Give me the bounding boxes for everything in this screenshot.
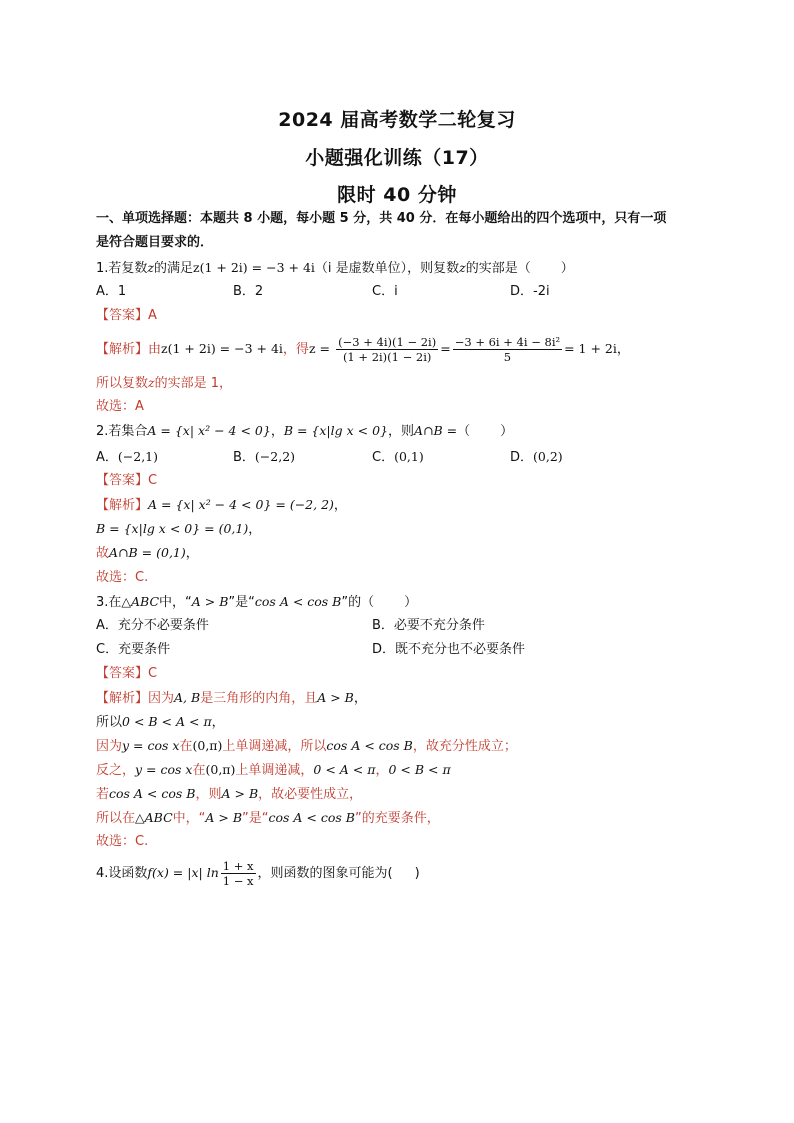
answer-value: A: [148, 308, 157, 323]
q2-option-d: [510, 448, 563, 467]
q3-condition-1: A > B: [191, 594, 229, 609]
q1-var-z: z: [459, 260, 466, 275]
q1-answer: [96, 307, 157, 325]
solution-math: cos A < cos B: [326, 738, 413, 753]
q3-option-b: B．必要不充分条件: [372, 618, 485, 633]
q1-stem-text: 1.若复数: [96, 261, 148, 276]
solution-math: = 1 + 2i: [564, 341, 617, 356]
solution-math: 0 < B < A < π: [122, 714, 212, 729]
option-label: B．: [233, 450, 255, 465]
solution-text: ，得: [282, 342, 309, 357]
q2-stem-text: ，: [270, 424, 284, 439]
q2-stem-text: ）: [500, 424, 514, 439]
q3-stem-text: 3.在: [96, 595, 122, 610]
q1-equation: z(1 + 2i) = −3 + 4i: [193, 260, 315, 275]
q4-stem-text: ): [414, 866, 420, 881]
q3-solution-line5: [96, 785, 362, 804]
solution-text: ，: [333, 498, 347, 513]
solution-fraction-1: [336, 335, 438, 364]
solution-text: 由: [148, 342, 162, 357]
solution-tag: 【解析】: [96, 691, 149, 706]
solution-text: ，: [375, 763, 389, 778]
q1-stem-text: 的实部是（: [465, 261, 531, 276]
q3-option-a: A．充分不必要条件: [96, 618, 209, 633]
q3-stem-text: 中，“: [159, 595, 192, 610]
solution-text: ，: [185, 546, 199, 561]
solution-text: 因为: [96, 739, 123, 754]
solution-text: 故: [96, 546, 110, 561]
solution-math: (0,π): [192, 738, 223, 753]
solution-text: ，: [248, 522, 262, 537]
solution-text: ，故充分性成立；: [412, 739, 517, 754]
q1-stem-text: ）: [560, 261, 574, 276]
solution-text: 的实部是 1，: [154, 376, 233, 391]
q2-set-a: A = {x| x² − 4 < 0}: [147, 423, 271, 438]
solution-math: △ABC: [135, 810, 173, 825]
solution-text: 在: [179, 739, 193, 754]
q3-solution-line3: [96, 737, 517, 756]
fraction-numerator: −3 + 6i + 4i − 8i²: [454, 335, 561, 349]
option-value: (−2,2): [254, 449, 296, 464]
doc-time-limit: 限时 40 分钟: [337, 184, 457, 206]
solution-math: =: [440, 341, 451, 356]
q3-solution-line2: [96, 713, 225, 732]
q1-var-z: z: [147, 260, 154, 275]
q4-function: f(x) = |x| ln: [147, 865, 219, 880]
q4-fraction: [221, 859, 256, 888]
q1-option-b: B．2: [233, 284, 264, 299]
q3-solution-line1: [96, 689, 367, 708]
answer-value: C: [148, 473, 158, 488]
solution-text: ，: [353, 691, 367, 706]
solution-math: A = {x| x² − 4 < 0} = (−2, 2): [148, 497, 334, 512]
q3-triangle: △ABC: [121, 594, 160, 609]
q3-stem-text: ”是“: [228, 595, 255, 610]
doc-title: 2024 届高考数学二轮复习: [278, 109, 516, 131]
solution-math: (0,π): [205, 762, 236, 777]
solution-text: ，则: [195, 787, 222, 802]
option-label: C．: [372, 450, 395, 465]
fraction-denominator: 1 − x: [222, 874, 254, 888]
option-value: (0,1): [394, 449, 424, 464]
q1-option-d: D．-2i: [510, 284, 550, 299]
fraction-denominator: 5: [503, 350, 512, 364]
doc-subtitle: 小题强化训练（17）: [305, 147, 489, 169]
q3-option-d: D．既不充分也不必要条件: [372, 642, 526, 657]
q1-stem: [96, 259, 574, 278]
q4-stem: [96, 856, 420, 891]
solution-text: 所以在: [96, 811, 136, 826]
solution-math: z(1 + 2i) = −3 + 4i: [161, 341, 283, 356]
q3-option-c: C．充要条件: [96, 642, 171, 657]
section-instruction-line2: 是符合题目要求的．: [96, 235, 214, 250]
solution-text: ”的充要条件，: [354, 811, 440, 826]
q3-stem-text: ）: [404, 595, 418, 610]
q2-stem-text: ，则: [388, 424, 415, 439]
q2-option-b: [233, 448, 295, 467]
option-value: (−2,1): [117, 449, 159, 464]
q2-stem-text: （: [457, 424, 471, 439]
q3-choose: 故选：C.: [96, 834, 149, 849]
solution-math: A∩B = (0,1): [109, 545, 186, 560]
solution-text: 若: [96, 787, 110, 802]
solution-text: ，故必要性成立，: [258, 787, 363, 802]
q2-choose: 故选：C.: [96, 570, 149, 585]
solution-text: 反之，: [96, 763, 136, 778]
solution-tag: 【解析】: [96, 498, 149, 513]
solution-text: 所以复数: [96, 376, 149, 391]
solution-math: z: [148, 375, 155, 390]
q4-stem-text: ，则函数的图象可能为(: [257, 866, 393, 881]
q1-option-c: C．i: [372, 284, 398, 299]
q2-option-a: [96, 448, 158, 467]
q1-solution-line1: [96, 334, 630, 365]
q3-solution-line6: [96, 809, 440, 828]
option-label: D．: [510, 450, 534, 465]
answer-tag: 【答案】: [96, 473, 149, 488]
q2-option-c: [372, 448, 424, 467]
solution-math: 0 < B < π: [388, 762, 451, 777]
answer-value: C: [148, 666, 158, 681]
q1-solution-line2: [96, 374, 232, 393]
solution-math: 0 < A < π: [313, 762, 376, 777]
q2-intersection: A∩B =: [414, 423, 458, 438]
solution-tag: 【解析】: [96, 342, 149, 357]
q1-option-a: A．1: [96, 284, 127, 299]
q3-stem-text: ”的（: [341, 595, 375, 610]
q2-answer: [96, 472, 157, 490]
solution-text: 在: [192, 763, 206, 778]
q2-stem: [96, 422, 513, 441]
q2-stem-text: 2.若集合: [96, 424, 148, 439]
solution-math: z =: [308, 341, 330, 356]
q3-stem: [96, 593, 417, 612]
q3-condition-2: cos A < cos B: [254, 594, 342, 609]
solution-math: A > B: [205, 810, 243, 825]
solution-text: ，: [616, 342, 630, 357]
option-label: A．: [96, 450, 118, 465]
answer-tag: 【答案】: [96, 666, 149, 681]
option-value: (0,2): [533, 449, 563, 464]
solution-text: ”是“: [242, 811, 269, 826]
solution-math: y = cos x: [135, 762, 193, 777]
fraction-numerator: (−3 + 4i)(1 − 2i): [338, 335, 437, 349]
q2-solution-line2: [96, 520, 261, 539]
q2-solution-line1: [96, 496, 347, 515]
solution-text: ，: [211, 715, 225, 730]
solution-math: A > B: [317, 690, 354, 705]
solution-text: 中，“: [172, 811, 206, 826]
answer-tag: 【答案】: [96, 308, 149, 323]
solution-math: y = cos x: [122, 738, 180, 753]
q4-stem-text: 4.设函数: [96, 866, 148, 881]
q1-choose: 故选：A: [96, 399, 144, 414]
q2-solution-line3: [96, 544, 199, 563]
solution-fraction-2: [453, 335, 562, 364]
q3-solution-line4: [96, 761, 451, 780]
solution-text: 上单调递减，: [235, 763, 314, 778]
q3-answer: [96, 665, 157, 683]
solution-math: cos A < cos B: [109, 786, 196, 801]
solution-text: 所以: [96, 715, 123, 730]
solution-math: A > B: [221, 786, 259, 801]
q2-set-b: B = {x|lg x < 0}: [283, 423, 388, 438]
fraction-numerator: 1 + x: [222, 859, 254, 873]
section-instruction-line1: 一、单项选择题：本题共 8 小题，每小题 5 分，共 40 分．在每小题给出的四个选项中，只有一项: [96, 211, 667, 226]
solution-math: cos A < cos B: [268, 810, 355, 825]
q1-stem-text: （i 是虚数单位），则复数: [314, 261, 460, 276]
solution-text: 因为: [148, 691, 175, 706]
solution-text: 上单调递减，所以: [222, 739, 327, 754]
solution-math: A, B: [174, 690, 201, 705]
q1-stem-text: 的满足: [154, 261, 194, 276]
fraction-denominator: (1 + 2i)(1 − 2i): [342, 350, 432, 364]
solution-text: 是三角形的内角，且: [200, 691, 318, 706]
solution-math: B = {x|lg x < 0} = (0,1): [96, 521, 249, 536]
